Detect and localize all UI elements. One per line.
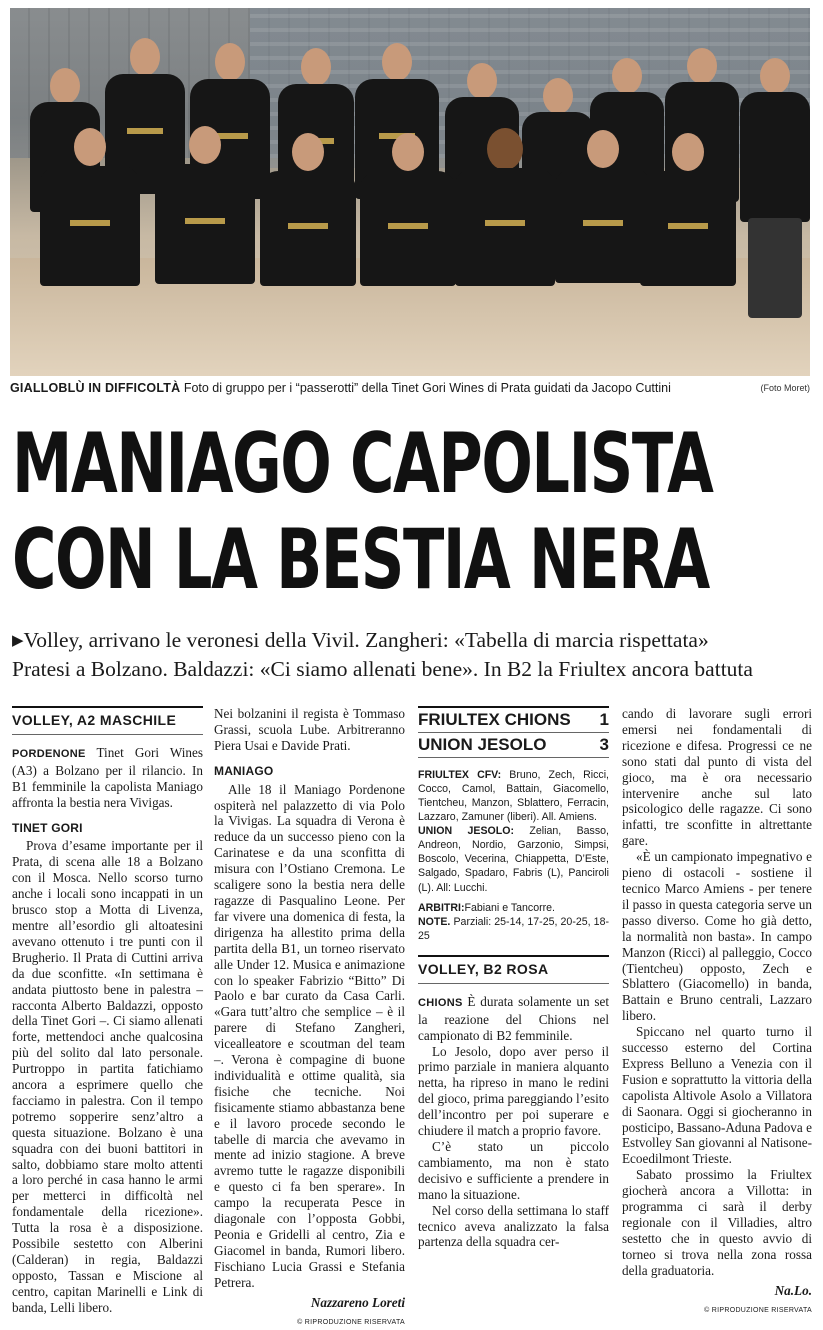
subtitle — [12, 626, 812, 683]
scoreboard — [418, 706, 609, 758]
column-3 — [418, 706, 609, 1250]
photo-person — [455, 128, 555, 368]
box-text: Parziali: 25-14, 17-25, 20-25, 18-25 — [418, 915, 609, 942]
team-name: FRIULTEX CHIONS — [418, 710, 571, 729]
triangle-bullet-icon: ▶ — [12, 633, 24, 649]
dateline-kicker: PORDENONE — [12, 747, 86, 760]
article-paragraph: Nei bolzanini il regista è Tommaso Grassi, scuola Lube. Arbitreranno Piera Usai e Davide Prati. — [214, 706, 405, 753]
photo-credit: (Foto Moret) — [760, 383, 810, 393]
headline-line-2: CON LA BESTIA NERA — [12, 511, 709, 608]
box-text: Zelian, Basso, Andreon, Nordio, Garzonio, Simpsi, Boscolo, Vecerina, Chiappetta, D’Este, Salgado, Spadaro, Fabris (L), Panciroli (L). All: Lucchi. — [418, 825, 609, 894]
copyright-notice: © RIPRODUZIONE RISERVATA — [704, 1306, 812, 1314]
score-row — [418, 733, 609, 758]
subtitle-line-1: Volley, arrivano le veronesi della Vivil. Zangheri: «Tabella di marcia rispettata» — [23, 628, 709, 652]
caption-kicker: GIALLOBLÙ IN DIFFICOLTÀ — [10, 381, 181, 395]
headline — [12, 415, 713, 608]
intro-text: Tinet Gori Wines (A3) a Bolzano per il rilancio. In B1 femminile la capolista Maniago affronta la bestia nera Vivigas. — [12, 744, 204, 810]
box-label: UNION JESOLO: — [418, 825, 515, 838]
article-body: Prova d’esame importante per il Prata, di scena alle 18 a Bolzano con il Mosca. Nello scorso turno anche i locali sono incappati in un brusco stop a Motta di Livenza, mentre all’esordio gli altoatesini avevano ottenuto i tre punti con il Brugherio. Il Prata di Cuttini arriva da due sconfitte. «In settimana è andata piuttosto bene in palestra – racconta Alberto Baldazzi, opposto della Tinet Gori –. Ci siamo allenati forte, mettendoci anche qualcosina più del solito dal lato personale. Purtroppo in partita fatichiamo ancora a esprimere quello che facciamo in palestra. Con il tempo potremo sopperire senz’altro a questa situazione. Bolzano è una squadra con dei buoni battitori in salto, dobbiamo stare molto attenti a loro perché in casa hanno le armi per metterci in difficoltà nel fondamentale della ricezione». Tutta la rosa è a disposizione. Possibile sestetto con Alberini (Calderan) in regia, Baldazzi opposto, Tassan e Miscione al centro, capitan Marinelli e Link di banda, Lelli libero. — [12, 838, 203, 1315]
subtitle-line-2: Pratesi a Bolzano. Baldazzi: «Ci siamo allenati bene». In B2 la Friultex ancora battuta — [12, 657, 753, 681]
photo-person — [360, 133, 456, 368]
photo-person — [740, 58, 810, 318]
article-paragraph: C’è stato un piccolo cambiamento, ma non è stato decisivo e sufficiente a prendere in mano la situazione. — [418, 1139, 609, 1202]
team-photo — [10, 8, 810, 376]
article-body: Alle 18 il Maniago Pordenone ospiterà nel palazzetto di via Polo la Vivigas. La squadra di Verona è reduce da un successo pieno con la Carinatese e da una sconfitta di misura con l’Ostiano Cremona. Le scaligere sono la bestia nera delle ragazze di Pasqualino Leone. Per far vivere una domenica di festa, la dirigenza ha allestito prima della partita della B1, un torneo riservato alle Under 12. Musica e animazione con lo speaker Fabrizio “Bitto” Di Paolo e bar curato da Casa Carli. «Gara tutt’altro che semplice – è il parere di Stefano Zangheri, vicealleatore e scoutman del team –. Verona è compagine di buone individualità e ottime qualità, sia fisiche che tecniche. Noi fisicamente stiamo abbastanza bene e il lavoro procede secondo le tabelle di marcia che avevamo in mente ad inizio stagione. A breve avremo tutte le ragazze disponibili e questo ci fa ben sperare». In campo la recuperata Pesce in diagonale con l’opposta Gobbi, Peonia e Gridelli al centro, Zia e Giacomel in banda, Rumori libero. Fischiano Lucia Grassi e Stefania Petrera. — [214, 781, 405, 1290]
box-label: NOTE. — [418, 915, 451, 928]
photo-person — [555, 130, 651, 370]
headline-line-1: MANIAGO CAPOLISTA — [12, 415, 713, 512]
article-paragraph: Sabato prossimo la Friultex giocherà ancora a Villotta: in programma ci sarà il derby regionale con il Villadies, altro sestetto che in questo avvio di torneo si trova nella zona rossa della graduatoria. — [622, 1167, 812, 1278]
article-paragraph: Spiccano nel quarto turno il successo esterno del Cortina Express Belluno a Venezia con il Fusion e soprattutto la vittoria della capolista Altivole Asolo a Villatora di Saonara. Oggi si giocheranno in posticipo, Bassano-Aduna Padova e Estvolley San giovanni al Natisone-Ecoedilmont Trieste. — [622, 1024, 812, 1167]
section-header-b2: VOLLEY, B2 ROSA — [418, 955, 609, 984]
score-row — [418, 708, 609, 733]
photo-caption — [10, 379, 810, 397]
subhead-maniago: MANIAGO — [214, 763, 274, 778]
match-box — [418, 768, 609, 943]
photo-person — [260, 133, 356, 368]
photo-person — [640, 133, 736, 373]
photo-person — [40, 128, 140, 368]
intro-text: È durata solamente un set la reazione del Chions nel campionato di B2 femminile. — [418, 993, 610, 1043]
box-label: ARBITRI: — [418, 901, 465, 914]
box-text: Bruno, Zech, Ricci, Cocco, Camol, Battain, Giacomello, Tientcheu, Manzon, Sblattero, Ferracin, Lazzaro, Zamuner (liberi). All. Amiens. — [418, 768, 609, 824]
article-paragraph: Lo Jesolo, dopo aver perso il primo parziale in maniera alquanto netta, ha ripreso in mano le redini del gioco, prima pareggiando l’esito dell’incontro per poi superare e chiudere il match a proprio favore. — [418, 1043, 609, 1139]
photo-person — [155, 126, 255, 366]
author-signature: Nazzareno Loreti — [310, 1294, 405, 1310]
author-signature: Na.Lo. — [774, 1282, 812, 1298]
team-score: 1 — [599, 710, 609, 729]
article-paragraph: Nel corso della settimana lo staff tecnico aveva analizzato la falsa partenza della squadra cer- — [418, 1202, 609, 1250]
article-paragraph: cando di lavorare sugli errori emersi nei fondamentali di ricezione e difesa. Progressi ce ne sono stati dal punto di vista del gioco, ma è ora necessario intervenire anche sul lato psicologico delle ragazze. Ci sono infatti, tre sconfitte in altrettante gare. — [622, 706, 812, 849]
section-header-a2: VOLLEY, A2 MASCHILE — [12, 706, 203, 735]
team-score: 3 — [599, 734, 609, 754]
column-4 — [622, 706, 812, 1318]
subhead-tinet-gori: TINET GORI — [12, 820, 83, 835]
caption-text: Foto di gruppo per i “passerotti” della Tinet Gori Wines di Prata guidati da Jacopo Cuttini — [183, 381, 671, 395]
column-1 — [12, 706, 203, 1316]
team-name: UNION JESOLO — [418, 734, 547, 754]
box-label: FRIULTEX CFV: — [418, 768, 502, 781]
article-paragraph: «È un campionato impegnativo e pieno di ostacoli - sostiene il tecnico Marco Amiens - per tenere il passo in questa categoria serve un passo diverso. Come ho già detto, la normalità non basta». In campo Manzon (Ricci) al palleggio, Cocco (Tientcheu) opposto, Zech e Sblattero (Giacomello) in banda, Battain e Bruno centrali, Lazzaro libero. — [622, 849, 812, 1024]
box-text: Fabiani e Tancorre. — [464, 901, 555, 914]
dateline-kicker: CHIONS — [418, 996, 463, 1009]
copyright-notice: © RIPRODUZIONE RISERVATA — [297, 1318, 405, 1326]
column-2 — [214, 706, 405, 1330]
